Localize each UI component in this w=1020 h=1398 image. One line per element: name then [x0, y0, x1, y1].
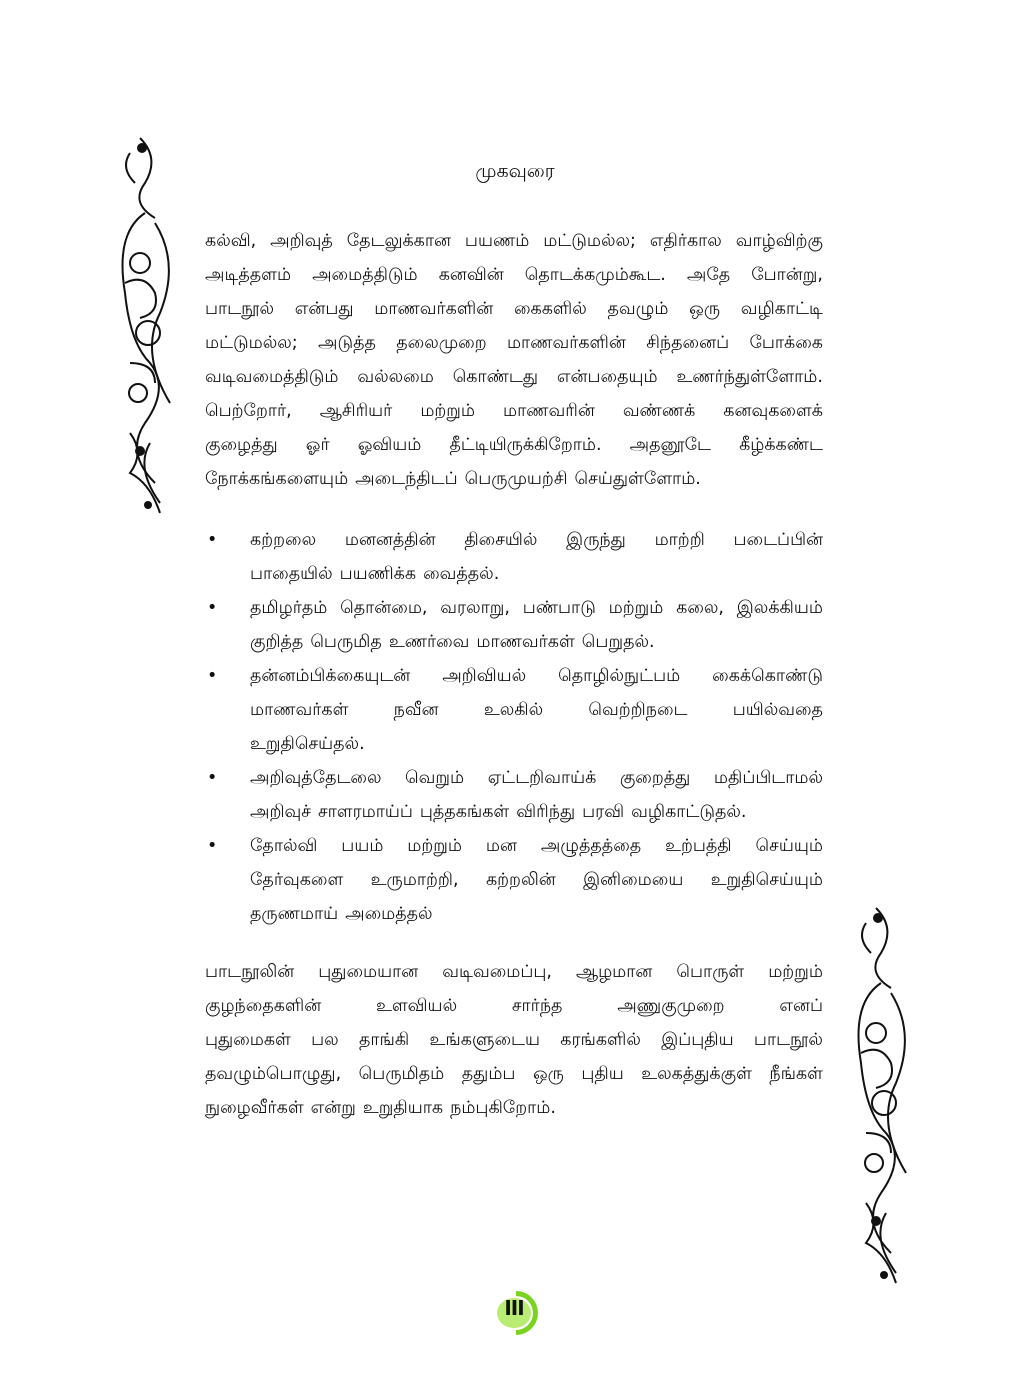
word: மாணவரின் — [503, 401, 595, 421]
word: உறுதிசெய்தல். — [250, 734, 365, 754]
word: அணுகுமுறை — [617, 996, 725, 1016]
word: ஓர் — [305, 435, 330, 455]
word: தமிழர்தம் — [250, 598, 328, 618]
word: ஒரு — [689, 299, 721, 319]
word: புதிய — [581, 1064, 624, 1084]
word: மற்றும் — [407, 836, 463, 856]
text-line — [205, 955, 823, 989]
word: நுழைவீர்கள் — [205, 1098, 304, 1118]
text-line — [205, 428, 823, 462]
word: அமைத்தல் — [345, 904, 433, 924]
word: பயணம் — [464, 231, 530, 251]
list-item — [205, 659, 823, 761]
word: பெற்றோர், — [205, 401, 292, 421]
page-number: III — [504, 1296, 524, 1320]
page-number-badge — [494, 1288, 542, 1338]
word: தொன்மை, — [340, 598, 428, 618]
word: தொழில்நுட்பம் — [558, 666, 681, 686]
list-item — [205, 829, 823, 931]
word: ஆசிரியர் — [319, 401, 393, 421]
word: இலக்கியம் — [736, 598, 823, 618]
word: பல — [311, 1030, 339, 1050]
word: மட்டுமல்ல; — [543, 231, 636, 251]
word: பாடநூல் — [753, 1030, 823, 1050]
word: என்பது — [294, 299, 354, 319]
word: கல்வி, — [205, 231, 257, 251]
word: மற்றும் — [608, 598, 664, 618]
word: கனவின் — [438, 265, 504, 285]
word: விரிந்து — [516, 802, 576, 822]
word: உலகில் — [483, 700, 544, 720]
word: வெற்றிநடை — [588, 700, 688, 720]
word: வரலாறு, — [440, 598, 510, 618]
closing-paragraph — [205, 955, 823, 1125]
bullet-icon: • — [207, 530, 218, 550]
word: அடைந்திடப் — [355, 469, 458, 489]
bullet-icon: • — [207, 598, 218, 618]
text-line — [205, 224, 823, 258]
word: உறுதியாக — [362, 1098, 444, 1118]
word: தாங்கி — [358, 1030, 410, 1050]
word: அழுத்தத்தை — [540, 836, 642, 856]
word: தேடலுக்கான — [346, 231, 451, 251]
word: ஆழமான — [575, 962, 653, 982]
word: அடுத்த — [318, 333, 376, 353]
word: வாழ்விற்கு — [735, 231, 823, 251]
word: குறைத்து — [619, 768, 691, 788]
word: நம்புகிறோம். — [450, 1098, 556, 1118]
word: தேர்வுகளை — [250, 870, 344, 890]
word: தவழும் — [607, 299, 669, 319]
left-ornamental-border — [110, 133, 180, 523]
word: தொடக்கமும்கூட. — [524, 265, 666, 285]
word: கரங்களில் — [560, 1030, 641, 1050]
text-line — [205, 462, 823, 496]
word: தவழும்பொழுது, — [205, 1064, 342, 1084]
word: இருந்து — [566, 530, 626, 550]
word: என்று — [310, 1098, 356, 1118]
word: மாணவர்களின் — [506, 333, 626, 353]
word: தலைமுறை — [396, 333, 487, 353]
word: மாணவர்கள் — [250, 700, 349, 720]
word: உற்பத்தி — [665, 836, 732, 856]
word: புத்தகங்கள் — [419, 802, 510, 822]
word: பாடநூலின் — [205, 962, 295, 982]
word: குழந்தைகளின் — [205, 996, 322, 1016]
word: போக்கை — [749, 333, 823, 353]
word: சார்ந்த — [511, 996, 563, 1016]
word: நீங்கள் — [769, 1064, 823, 1084]
word: வைத்தல். — [423, 564, 500, 584]
word: இனிமையை — [583, 870, 684, 890]
text-line — [250, 795, 823, 829]
word: சிந்தனைப் — [646, 333, 730, 353]
text-line — [250, 625, 823, 659]
word: கைகளில் — [513, 299, 587, 319]
bullet-icon: • — [207, 768, 218, 788]
word: மதிப்பிடாமல் — [713, 768, 823, 788]
text-line — [250, 557, 823, 591]
word: வல்லமை — [357, 367, 434, 387]
word: போன்று, — [751, 265, 823, 285]
word: தோல்வி — [250, 836, 318, 856]
text-line — [205, 1091, 823, 1125]
word: செய்யும் — [755, 836, 823, 856]
intro-paragraph — [205, 224, 823, 496]
word: பெருமித — [310, 632, 382, 652]
word: மாணவர்களின் — [374, 299, 494, 319]
word: அடித்தளம் — [205, 265, 292, 285]
word: உறுதிசெய்யும் — [710, 870, 823, 890]
word: உணர்வை — [388, 632, 470, 652]
word: பாடநூல் — [205, 299, 274, 319]
text-line — [250, 897, 823, 931]
text-line — [205, 292, 823, 326]
word: புதுமைகள் — [205, 1030, 291, 1050]
objectives-list — [205, 523, 823, 931]
word: ஏட்டறிவாய்க் — [487, 768, 597, 788]
word: திசையில் — [464, 530, 538, 550]
word: அறிவியல் — [442, 666, 527, 686]
text-line — [250, 829, 823, 863]
word: கைக்கொண்டு — [712, 666, 823, 686]
word: ததும்ப — [461, 1064, 516, 1084]
word: இப்புதிய — [661, 1030, 734, 1050]
word: மட்டுமல்ல; — [205, 333, 298, 353]
text-line — [250, 659, 823, 693]
word: மனனத்தின் — [344, 530, 436, 550]
word: வடிவமைப்பு, — [442, 962, 552, 982]
word: உணர்ந்துள்ளோம். — [676, 367, 823, 387]
word: அறிவுத் — [270, 231, 333, 251]
word: பெருமிதம் — [358, 1064, 445, 1084]
text-line — [250, 863, 823, 897]
word: நோக்கங்களையும் — [205, 469, 349, 489]
word: கலை, — [676, 598, 724, 618]
word: அறிவுச் — [250, 802, 311, 822]
text-line — [205, 1023, 823, 1057]
word: மற்றும் — [768, 962, 823, 982]
word: தன்னம்பிக்கையுடன் — [250, 666, 411, 686]
word: பயம் — [341, 836, 384, 856]
list-item — [205, 591, 823, 659]
word: மாற்றி — [654, 530, 705, 550]
word: பொருள் — [676, 962, 745, 982]
word: ஓவியம் — [357, 435, 422, 455]
word: கொண்டது — [452, 367, 539, 387]
word: எனப் — [779, 996, 823, 1016]
word: பயணிக்க — [339, 564, 417, 584]
bullet-icon: • — [207, 836, 218, 856]
word: படைப்பின் — [733, 530, 823, 550]
word: உங்களுடைய — [429, 1030, 540, 1050]
word: கனவுகளைக் — [723, 401, 823, 421]
word: வழிகாட்டுதல். — [631, 802, 747, 822]
word: கீழ்க்கண்ட — [739, 435, 823, 455]
word: புதுமையான — [318, 962, 419, 982]
word: பெறுதல். — [581, 632, 655, 652]
word: வழிகாட்டி — [740, 299, 823, 319]
bullet-icon: • — [207, 666, 218, 686]
text-line — [250, 693, 823, 727]
word: செய்துள்ளோம். — [574, 469, 701, 489]
word: எதிர்கால — [649, 231, 722, 251]
word: பாதையில் — [250, 564, 333, 584]
page-title: முகவுரை — [475, 160, 555, 182]
text-line — [205, 360, 823, 394]
word: வடிவமைத்திடும் — [205, 367, 339, 387]
word: அதனூடே — [629, 435, 711, 455]
word: வெறும் — [405, 768, 465, 788]
text-line — [205, 1057, 823, 1091]
word: அமைத்திடும் — [312, 265, 418, 285]
word: பரவி — [582, 802, 625, 822]
text-line — [205, 989, 823, 1023]
text-line — [250, 523, 823, 557]
text-line — [250, 727, 823, 761]
word: பெருமுயற்சி — [464, 469, 568, 489]
word: அதே — [686, 265, 731, 285]
word: வண்ணக் — [622, 401, 696, 421]
text-line — [205, 326, 823, 360]
word: தருணமாய் — [250, 904, 339, 924]
word: நவீன — [393, 700, 439, 720]
word: கற்றலின் — [485, 870, 556, 890]
word: குறித்த — [250, 632, 304, 652]
word: உருமாற்றி, — [370, 870, 459, 890]
word: உளவியல் — [375, 996, 458, 1016]
word: உலகத்துக்குள் — [641, 1064, 752, 1084]
text-line — [205, 394, 823, 428]
list-item — [205, 523, 823, 591]
word: ஒரு — [532, 1064, 564, 1084]
text-line — [250, 591, 823, 625]
text-line — [205, 258, 823, 292]
word: அறிவுத்தேடலை — [250, 768, 382, 788]
word: பயில்வதை — [732, 700, 823, 720]
word: மாணவர்கள் — [476, 632, 575, 652]
text-line — [250, 761, 823, 795]
word: மன — [485, 836, 517, 856]
word: கற்றலை — [250, 530, 317, 550]
word: சாளரமாய்ப் — [317, 802, 413, 822]
word: குழைத்து — [205, 435, 278, 455]
word: பண்பாடு — [522, 598, 596, 618]
word: மற்றும் — [420, 401, 476, 421]
right-ornamental-border — [846, 903, 916, 1293]
word: என்பதையும் — [556, 367, 658, 387]
list-item — [205, 761, 823, 829]
word: தீட்டியிருக்கிறோம். — [449, 435, 602, 455]
